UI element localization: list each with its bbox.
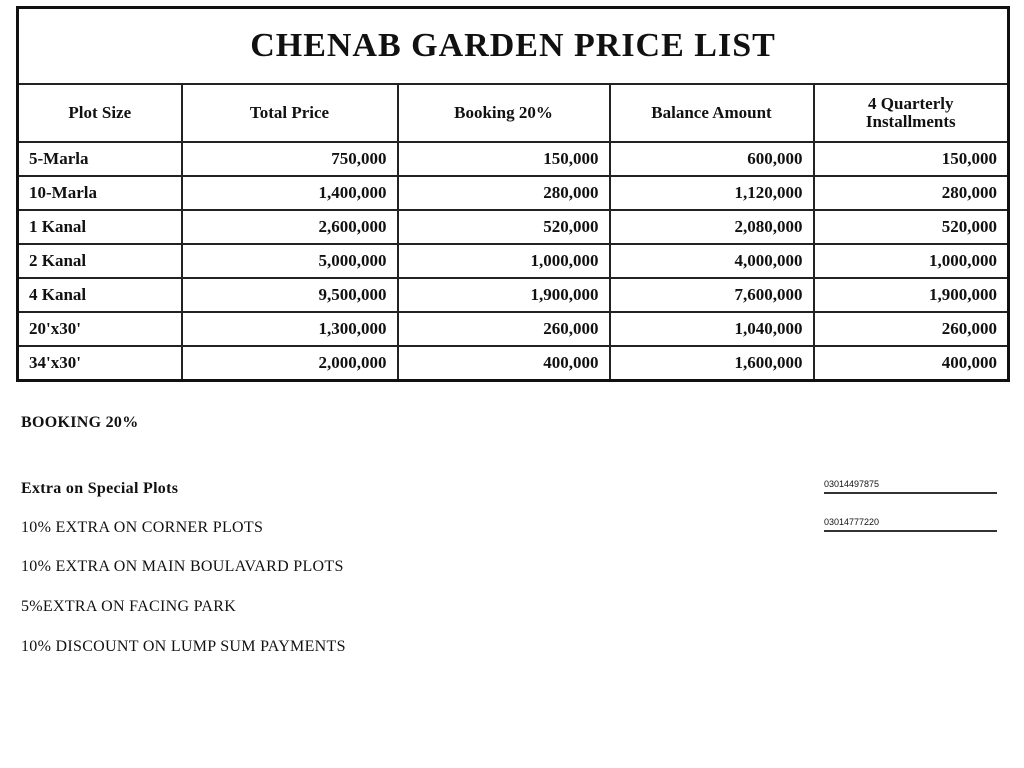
booking-note: BOOKING 20% [21, 414, 139, 431]
table-body [18, 142, 1009, 381]
table-row [18, 346, 1009, 381]
total-price-cell: 1,400,000 [182, 176, 398, 210]
table-row [18, 210, 1009, 244]
total-price-cell: 2,600,000 [182, 210, 398, 244]
page-title: CHENAB GARDEN PRICE LIST [18, 8, 1009, 85]
table-row [18, 244, 1009, 278]
total-price-cell: 2,000,000 [182, 346, 398, 381]
installment-cell: 1,000,000 [814, 244, 1009, 278]
balance-cell: 1,600,000 [610, 346, 814, 381]
balance-cell: 4,000,000 [610, 244, 814, 278]
plot-size-cell: 2 Kanal [18, 244, 182, 278]
installment-cell: 1,900,000 [814, 278, 1009, 312]
plot-size-cell: 1 Kanal [18, 210, 182, 244]
boulevard-plots-note: 10% EXTRA ON MAIN BOULAVARD PLOTS [21, 558, 344, 575]
price-list-table [16, 6, 1010, 382]
plot-size-cell: 10-Marla [18, 176, 182, 210]
total-price-cell: 5,000,000 [182, 244, 398, 278]
table-header-row [18, 84, 1009, 142]
total-price-cell: 1,300,000 [182, 312, 398, 346]
plot-size-cell: 34'x30' [18, 346, 182, 381]
booking-cell: 400,000 [398, 346, 610, 381]
table-row [18, 312, 1009, 346]
installment-cell: 280,000 [814, 176, 1009, 210]
column-header-plot-size: Plot Size [18, 84, 182, 142]
booking-cell: 1,900,000 [398, 278, 610, 312]
installment-cell: 150,000 [814, 142, 1009, 176]
discount-note: 10% DISCOUNT ON LUMP SUM PAYMENTS [21, 638, 346, 655]
balance-cell: 2,080,000 [610, 210, 814, 244]
plot-size-cell: 20'x30' [18, 312, 182, 346]
column-header-installments: 4 Quarterly Installments [814, 84, 1009, 142]
total-price-cell: 750,000 [182, 142, 398, 176]
table-row [18, 176, 1009, 210]
installment-cell: 520,000 [814, 210, 1009, 244]
booking-cell: 520,000 [398, 210, 610, 244]
booking-cell: 280,000 [398, 176, 610, 210]
booking-cell: 260,000 [398, 312, 610, 346]
total-price-cell: 9,500,000 [182, 278, 398, 312]
balance-cell: 7,600,000 [610, 278, 814, 312]
contact-number-2: 03014777220 [824, 516, 997, 532]
special-plots-heading: Extra on Special Plots [21, 480, 179, 497]
corner-plots-note: 10% EXTRA ON CORNER PLOTS [21, 519, 264, 536]
booking-cell: 150,000 [398, 142, 610, 176]
balance-cell: 1,120,000 [610, 176, 814, 210]
column-header-balance: Balance Amount [610, 84, 814, 142]
column-header-total-price: Total Price [182, 84, 398, 142]
balance-cell: 600,000 [610, 142, 814, 176]
booking-cell: 1,000,000 [398, 244, 610, 278]
installment-cell: 260,000 [814, 312, 1009, 346]
contact-number-1: 03014497875 [824, 478, 997, 494]
table-row [18, 278, 1009, 312]
balance-cell: 1,040,000 [610, 312, 814, 346]
column-header-booking: Booking 20% [398, 84, 610, 142]
table-row [18, 142, 1009, 176]
plot-size-cell: 4 Kanal [18, 278, 182, 312]
plot-size-cell: 5-Marla [18, 142, 182, 176]
facing-park-note: 5%EXTRA ON FACING PARK [21, 598, 237, 615]
installment-cell: 400,000 [814, 346, 1009, 381]
